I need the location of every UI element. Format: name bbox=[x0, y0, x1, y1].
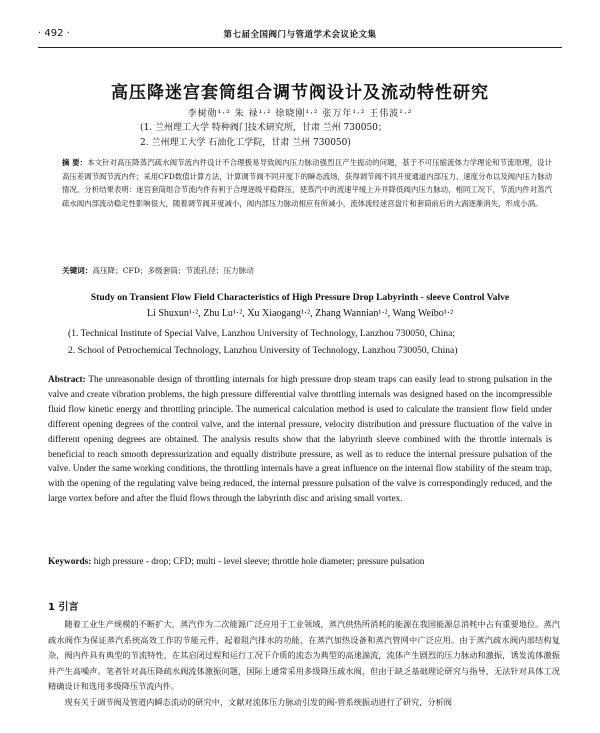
keywords-cn bbox=[62, 265, 552, 276]
abstract-cn bbox=[62, 156, 552, 210]
authors-cn: 李树勋¹·² 朱 禄¹·² 徐晓刚¹·² 张万年¹·² 王伟波¹·² bbox=[187, 109, 413, 119]
keywords-cn-text: 高压降；CFD；多级套筒；节流孔径；压力脉动 bbox=[92, 266, 254, 275]
affiliation-en-1: (1. Technical Institute of Special Valve, Lanzhou University of Technology, Lanzhou 730050, China; bbox=[68, 328, 456, 339]
abstract-en bbox=[48, 373, 552, 507]
affiliation-cn-1: (1. 兰州理工大学 特种阀门技术研究所，甘肃 兰州 730050； bbox=[140, 123, 387, 133]
body-paragraph-2: 现有关于调节阀及管道内瞬态流动的研究中，文献对流体压力脉动引发的阀-管系统振动进行了研究，分析阀 bbox=[64, 696, 452, 707]
abstract-en-text: The unreasonable design of throttling internals for high pressure drop steam traps can easily lead to strong pulsation in the valve and create vibration problems, the high pressure differential valve throttling internals was designed based on the incompressible fluid flow kinetic energy and throttling principle. The numerical calculation method is used to calculate the transient flow field under different opening degrees of the control valve, and the internal pressure, velocity distribution and pressure fluctuation of the valve in different opening degrees are obtained. The analysis results show that the labyrinth sleeve combined with the throttle internals is beneficial to reach smooth depressurization and equally distribute pressure, as well as to reduce the internal pressure pulsation of the valve. Under the same working conditions, the throttling internals have a great influence on the internal flow stability of the steam trap, with the opening of the regulating valve being reduced, the internal pressure pulsation of the valve is correspondingly reduced, and the large vortex before and after the fluid flows through the labyrinth disc and arising small vortex. bbox=[48, 375, 552, 505]
keywords-en-label: Keywords: bbox=[48, 557, 92, 567]
authors-en: Li Shuxun¹·², Zhu Lu¹·², Xu Xiaogang¹·², Zhang Wannian¹·², Wang Weibo¹·² bbox=[146, 308, 454, 319]
keywords-en bbox=[48, 557, 552, 567]
abstract-cn-label: 摘 要： bbox=[62, 158, 88, 167]
paper-title-en: Study on Transient Flow Field Characteristics of High Pressure Drop Labyrinth - sleeve Control Valve bbox=[90, 292, 510, 303]
abstract-cn-text: 本文针对高压降蒸汽疏水阀节流内件设计不合理极易导致阀内压力脉动强烈且产生振动的问题，基于不可压缩流体力学理论和节流原理，设计高压差调节阀节流内件；采用CFD数值计算方法，计算调节阀不同开度下的瞬态流场，获得调节阀不同开度通道内部压力、速度分布以及阀内压力脉动情况。分析结果表明：迷宫套筒组合节流内件有利于合理逐级平稳降压，使蒸汽中的流速平缓上升并降低阀内压力脉动，相同工况下，节流内件对蒸汽疏水阀内部流动稳定性影响很大，随着调节阀开度减小，阀内部压力脉动相应有所减小，流体流经迷宫盘片和套筒前后的大涡逐渐消失，形成小涡。 bbox=[62, 158, 552, 208]
running-header bbox=[38, 28, 562, 44]
header-rule bbox=[38, 47, 562, 48]
affiliation-cn-2: 2. 兰州理工大学 石油化工学院，甘肃 兰州 730050) bbox=[140, 138, 351, 148]
paper-title-cn: 高压降迷宫套筒组合调节阀设计及流动特性研究 bbox=[111, 83, 489, 103]
page-number: · 492 · bbox=[38, 28, 70, 39]
section-body bbox=[48, 617, 560, 711]
keywords-cn-label: 关键词： bbox=[62, 266, 93, 275]
abstract-en-label: Abstract: bbox=[48, 375, 86, 385]
body-paragraph-1: 随着工业生产规模的不断扩大，蒸汽作为二次能源广泛应用于工业领域，蒸汽供热所消耗的能源在我国能源总消耗中占有重要地位。蒸汽疏水阀作为保证蒸汽系统高效工作的节能元件，起着阻汽排水的功能，在蒸汽加热设备和蒸汽管网中广泛应用。由于蒸汽疏水阀内部结构复杂，阀内件具有典型的节流特性，在其启闭过程和运行工况下介质的流态为典型的高速湍流，流体产生剧烈的压力脉动和激振，诱发流体激振并产生高噪声。笔者针对高压降疏水阀流体激振问题，国际上通常采用多级降压疏水阀，但由于缺乏基础理论研究与指导，无法针对具体工况精确设计和选用多级降压节流内件。 bbox=[48, 619, 560, 692]
conference-name: 第七届全国阀门与管道学术会议论文集 bbox=[223, 30, 377, 40]
affiliation-en-2: 2. School of Petrochemical Technology, Lanzhou University of Technology, Lanzhou 730050, China) bbox=[68, 345, 458, 356]
section-title-introduction: 1 引言 bbox=[48, 602, 79, 613]
keywords-en-text: high pressure - drop; CFD; multi - level sleeve; throttle hole diameter; pressure pulsation bbox=[93, 557, 425, 567]
